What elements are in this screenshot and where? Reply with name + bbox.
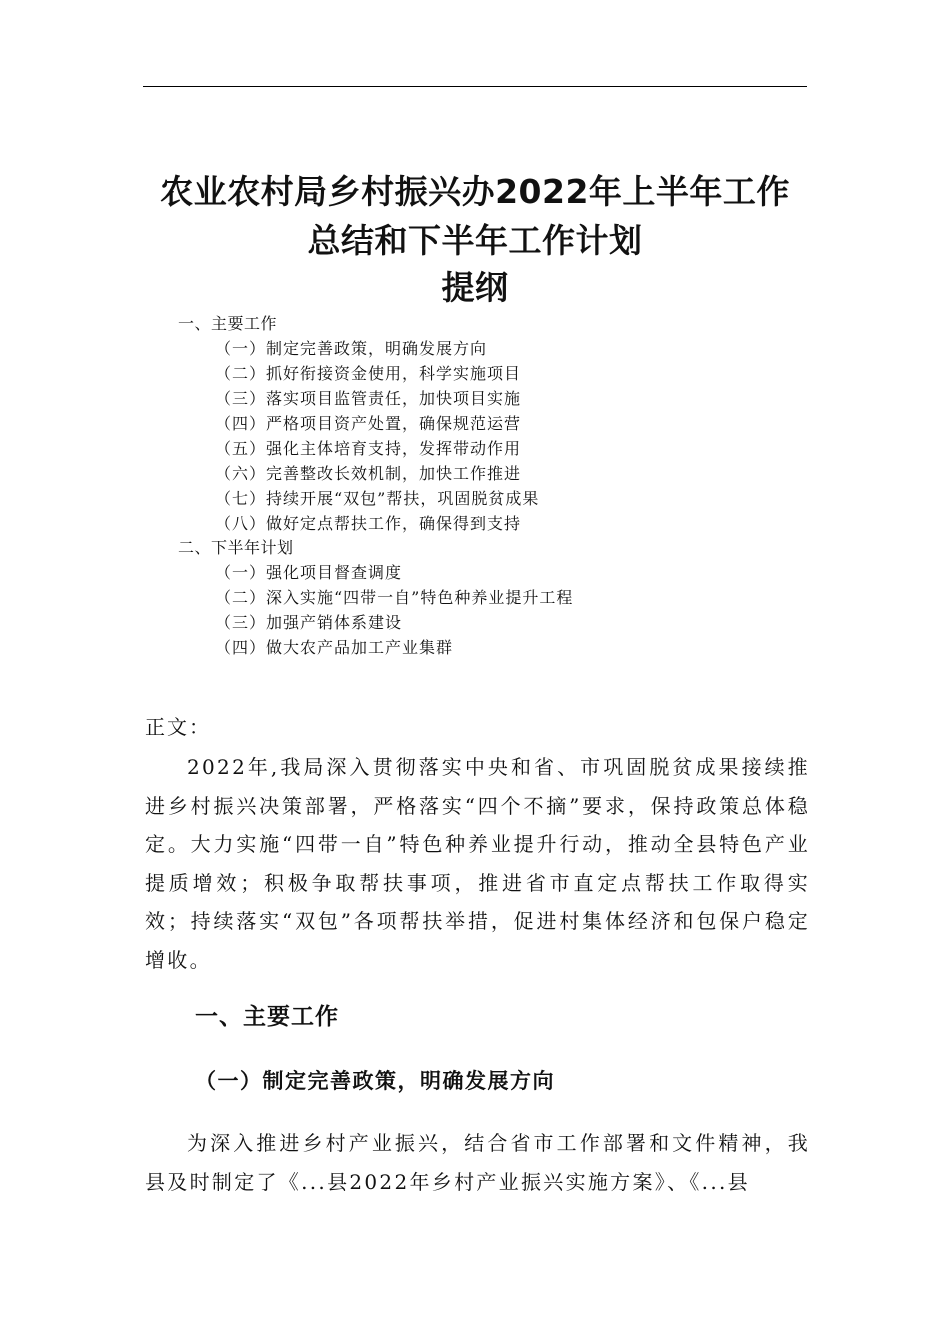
- document-title-line-1: 农业农村局乡村振兴办2022年上半年工作: [160, 172, 790, 211]
- outline-item: （五）强化主体培育支持，发挥带动作用: [215, 439, 522, 458]
- outline-item: （七）持续开展“双包”帮扶，巩固脱贫成果: [215, 489, 540, 508]
- outline-item: （八）做好定点帮扶工作，确保得到支持: [215, 514, 522, 533]
- intro-paragraph: 2022年,我局深入贯彻落实中央和省、市巩固脱贫成果接续推进乡村振兴决策部署，严格落实“四个不摘”要求，保持政策总体稳定。大力实施“四带一自”特色种养业提升行动，推动全县特色产业提质增效；积极争取帮扶事项，推进省市直定点帮扶工作取得实效；持续落实“双包”各项帮扶举措，促进村集体经济和包保户稳定增收。: [145, 755, 810, 972]
- outline-item: （二）抓好衔接资金使用，科学实施项目: [215, 364, 522, 383]
- outline-item: （四）做大农产品加工产业集群: [215, 638, 454, 657]
- outline-section-2-heading: 二、下半年计划: [178, 538, 294, 557]
- document-title-line-2: 总结和下半年工作计划: [307, 221, 643, 260]
- outline-item: （六）完善整改长效机制，加快工作推进: [215, 464, 522, 483]
- section-heading: 一、主要工作: [195, 1004, 339, 1030]
- outline-item: （三）落实项目监管责任，加快项目实施: [215, 389, 522, 408]
- body-label: 正文：: [145, 715, 211, 739]
- outline-item: （四）严格项目资产处置，确保规范运营: [215, 414, 522, 433]
- outline-item: （一）制定完善政策，明确发展方向: [215, 339, 488, 358]
- outline-item: （一）强化项目督查调度: [215, 563, 403, 582]
- outline-section-1-heading: 一、主要工作: [178, 314, 278, 333]
- outline-item: （三）加强产销体系建设: [215, 613, 403, 632]
- header-rule: [143, 86, 807, 87]
- subsection-heading: （一）制定完善政策，明确发展方向: [195, 1069, 555, 1093]
- document-title-line-3: 提纲: [441, 268, 509, 307]
- outline-item: （二）深入实施“四带一自”特色种养业提升工程: [215, 588, 574, 607]
- subsection-paragraph: 为深入推进乡村产业振兴，结合省市工作部署和文件精神，我县及时制定了《...县2022年乡村产业振兴实施方案》、《...县: [145, 1131, 810, 1194]
